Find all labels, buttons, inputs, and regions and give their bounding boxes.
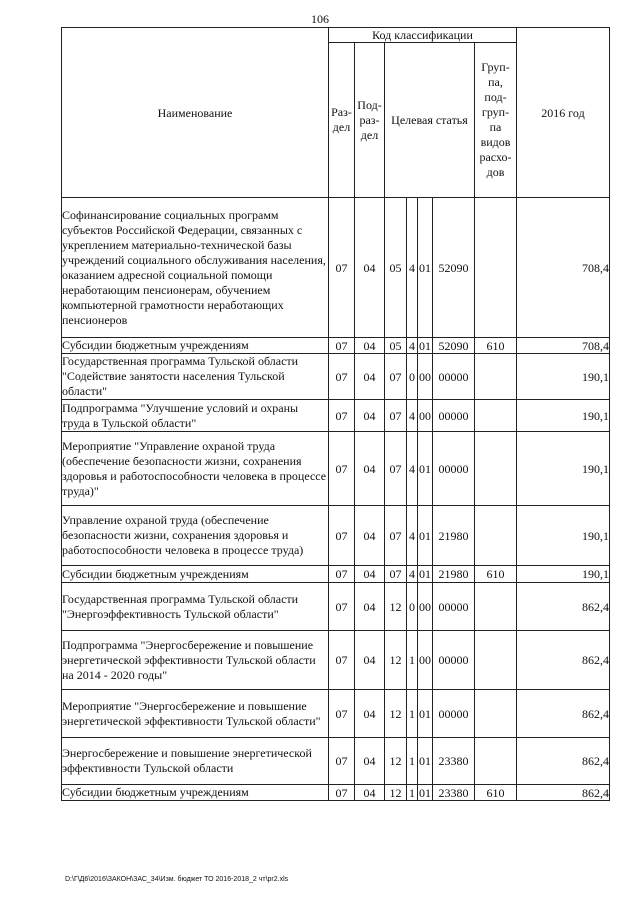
- cell-target-4: 00000: [433, 400, 475, 432]
- cell-target-2: 4: [407, 198, 418, 338]
- header-group: Груп- па, под- груп- па видов расхо- дов: [475, 43, 517, 198]
- cell-name: Мероприятие "Управление охраной труда (обеспечение безопасности жизни, сохранения здоровья и работоспособности человека в процессе труда)": [62, 432, 329, 506]
- cell-target-1: 05: [385, 198, 407, 338]
- cell-razdel: 07: [329, 400, 355, 432]
- cell-target-1: 07: [385, 400, 407, 432]
- cell-target-3: 00: [418, 354, 433, 400]
- cell-razdel: 07: [329, 690, 355, 738]
- cell-amount: 190,1: [517, 354, 610, 400]
- cell-target-3: 00: [418, 583, 433, 631]
- cell-group: [475, 354, 517, 400]
- cell-podrazdel: 04: [355, 400, 385, 432]
- cell-podrazdel: 04: [355, 354, 385, 400]
- cell-target-2: 4: [407, 432, 418, 506]
- cell-target-3: 00: [418, 631, 433, 690]
- header-target: Целевая статья: [385, 43, 475, 198]
- cell-name: Субсидии бюджетным учреждениям: [62, 566, 329, 583]
- cell-podrazdel: 04: [355, 785, 385, 801]
- cell-target-2: 0: [407, 354, 418, 400]
- cell-group: 610: [475, 566, 517, 583]
- cell-target-1: 07: [385, 354, 407, 400]
- cell-podrazdel: 04: [355, 738, 385, 785]
- cell-target-3: 01: [418, 432, 433, 506]
- cell-target-2: 1: [407, 738, 418, 785]
- table-row: [62, 354, 610, 400]
- cell-amount: 862,4: [517, 690, 610, 738]
- table-row: [62, 506, 610, 566]
- cell-razdel: 07: [329, 566, 355, 583]
- cell-target-4: 00000: [433, 583, 475, 631]
- cell-target-4: 23380: [433, 738, 475, 785]
- cell-target-2: 1: [407, 690, 418, 738]
- cell-target-3: 01: [419, 338, 431, 353]
- cell-target-4: 52090: [433, 198, 475, 338]
- cell-target-2: 0: [407, 583, 418, 631]
- cell-name: Подпрограмма "Улучшение условий и охраны труда в Тульской области": [62, 400, 329, 432]
- cell-target-2: 4: [407, 400, 418, 432]
- cell-target-4: 21980: [433, 506, 475, 566]
- table-row: [62, 583, 610, 631]
- cell-target-3: 01: [418, 506, 433, 566]
- table-row: [62, 432, 610, 506]
- cell-name: Субсидии бюджетным учреждениям: [62, 338, 329, 354]
- cell-group: [475, 631, 517, 690]
- cell-target-4: 21980: [433, 566, 475, 583]
- cell-amount: 862,4: [517, 583, 610, 631]
- header-year: 2016 год: [517, 28, 610, 198]
- budget-table: [61, 27, 610, 801]
- cell-group: [475, 400, 517, 432]
- cell-amount: 708,4: [517, 338, 610, 354]
- cell-name: Энергосбережение и повышение энергетической эффективности Тульской области: [62, 738, 329, 785]
- cell-name: Государственная программа Тульской области "Энергоэффективность Тульской области": [62, 583, 329, 631]
- cell-name: Субсидии бюджетным учреждениям: [62, 785, 329, 801]
- cell-podrazdel: 04: [355, 690, 385, 738]
- cell-name: Государственная программа Тульской области "Содействие занятости населения Тульской области": [62, 354, 329, 400]
- cell-name: Софинансирование социальных программ субъектов Российской Федерации, связанных с укреплением материально-технической базы учреждений социального обслуживания населения, оказанием адресной социальной помощи неработающим пенсионерам, обучением компьютерной грамотности неработающих пенсионеров: [62, 198, 329, 338]
- cell-target-2: 1: [407, 631, 418, 690]
- cell-group: [475, 432, 517, 506]
- cell-target-3: 01: [419, 785, 431, 800]
- cell-target-1: 07: [385, 566, 407, 583]
- cell-amount: 190,1: [517, 506, 610, 566]
- cell-target-2: 4: [407, 338, 418, 354]
- cell-amount: 708,4: [517, 198, 610, 338]
- cell-razdel: 07: [329, 631, 355, 690]
- cell-razdel: 07: [329, 354, 355, 400]
- table-row: [62, 338, 610, 354]
- cell-group: [475, 506, 517, 566]
- table-row: [62, 400, 610, 432]
- cell-target-1: 07: [385, 432, 407, 506]
- table-row: [62, 785, 610, 801]
- page-number: 106: [311, 12, 329, 26]
- cell-target-3: 01: [419, 567, 431, 581]
- cell-target-1: 12: [385, 785, 407, 801]
- cell-target-4: 00000: [433, 432, 475, 506]
- cell-group: 610: [475, 338, 517, 354]
- cell-name: Мероприятие "Энергосбережение и повышение энергетической эффективности Тульской области": [62, 690, 329, 738]
- cell-group: 610: [475, 785, 517, 801]
- cell-podrazdel: 04: [355, 631, 385, 690]
- cell-target-1: 05: [385, 338, 407, 354]
- cell-podrazdel: 04: [355, 338, 385, 354]
- header-podrazdel: Под- раз- дел: [355, 43, 385, 198]
- cell-target-4: 00000: [433, 354, 475, 400]
- cell-razdel: 07: [329, 198, 355, 338]
- cell-target-2: 1: [407, 785, 418, 801]
- cell-razdel: 07: [329, 506, 355, 566]
- cell-target-4: 00000: [433, 631, 475, 690]
- cell-amount: 190,1: [517, 566, 610, 583]
- cell-podrazdel: 04: [355, 583, 385, 631]
- table-row: [62, 566, 610, 583]
- cell-target-2: 4: [407, 566, 418, 583]
- cell-name: Подпрограмма "Энергосбережение и повышение энергетической эффективности Тульской области на 2014 - 2020 годы": [62, 631, 329, 690]
- cell-razdel: 07: [329, 432, 355, 506]
- cell-amount: 190,1: [517, 400, 610, 432]
- cell-podrazdel: 04: [355, 432, 385, 506]
- cell-target-4: 00000: [433, 690, 475, 738]
- header-classification: Код классификации: [329, 28, 517, 43]
- file-path-footer: D:\Г\Д6\2016\ЗАКОН\ЗАС_34\Изм. бюджет ТО 2016-2018_2 чт\pr2.xls: [65, 876, 289, 883]
- cell-target-4: 23380: [433, 785, 475, 801]
- cell-target-1: 12: [385, 738, 407, 785]
- cell-podrazdel: 04: [355, 198, 385, 338]
- cell-group: [475, 583, 517, 631]
- cell-target-3: 00: [418, 400, 433, 432]
- cell-target-1: 12: [385, 631, 407, 690]
- cell-amount: 190,1: [517, 432, 610, 506]
- table-row: [62, 738, 610, 785]
- cell-podrazdel: 04: [355, 566, 385, 583]
- cell-group: [475, 690, 517, 738]
- cell-razdel: 07: [329, 583, 355, 631]
- header-razdel: Раз- дел: [329, 43, 355, 198]
- cell-target-3: 01: [418, 198, 433, 338]
- cell-amount: 862,4: [517, 738, 610, 785]
- table-row: [62, 198, 610, 338]
- cell-amount: 862,4: [517, 785, 610, 801]
- cell-group: [475, 738, 517, 785]
- header-name: Наименование: [62, 28, 329, 198]
- cell-target-1: 07: [385, 506, 407, 566]
- table-body: [62, 198, 610, 801]
- cell-name: Управление охраной труда (обеспечение безопасности жизни, сохранения здоровья и работоспособности человека в процессе труда): [62, 506, 329, 566]
- cell-razdel: 07: [329, 738, 355, 785]
- cell-target-1: 12: [385, 690, 407, 738]
- cell-target-3: 01: [418, 690, 433, 738]
- cell-razdel: 07: [329, 785, 355, 801]
- cell-target-4: 52090: [433, 338, 475, 354]
- cell-amount: 862,4: [517, 631, 610, 690]
- table-row: [62, 631, 610, 690]
- cell-group: [475, 198, 517, 338]
- cell-target-1: 12: [385, 583, 407, 631]
- cell-target-2: 4: [407, 506, 418, 566]
- cell-target-3: 01: [418, 738, 433, 785]
- cell-razdel: 07: [329, 338, 355, 354]
- table-row: [62, 690, 610, 738]
- cell-podrazdel: 04: [355, 506, 385, 566]
